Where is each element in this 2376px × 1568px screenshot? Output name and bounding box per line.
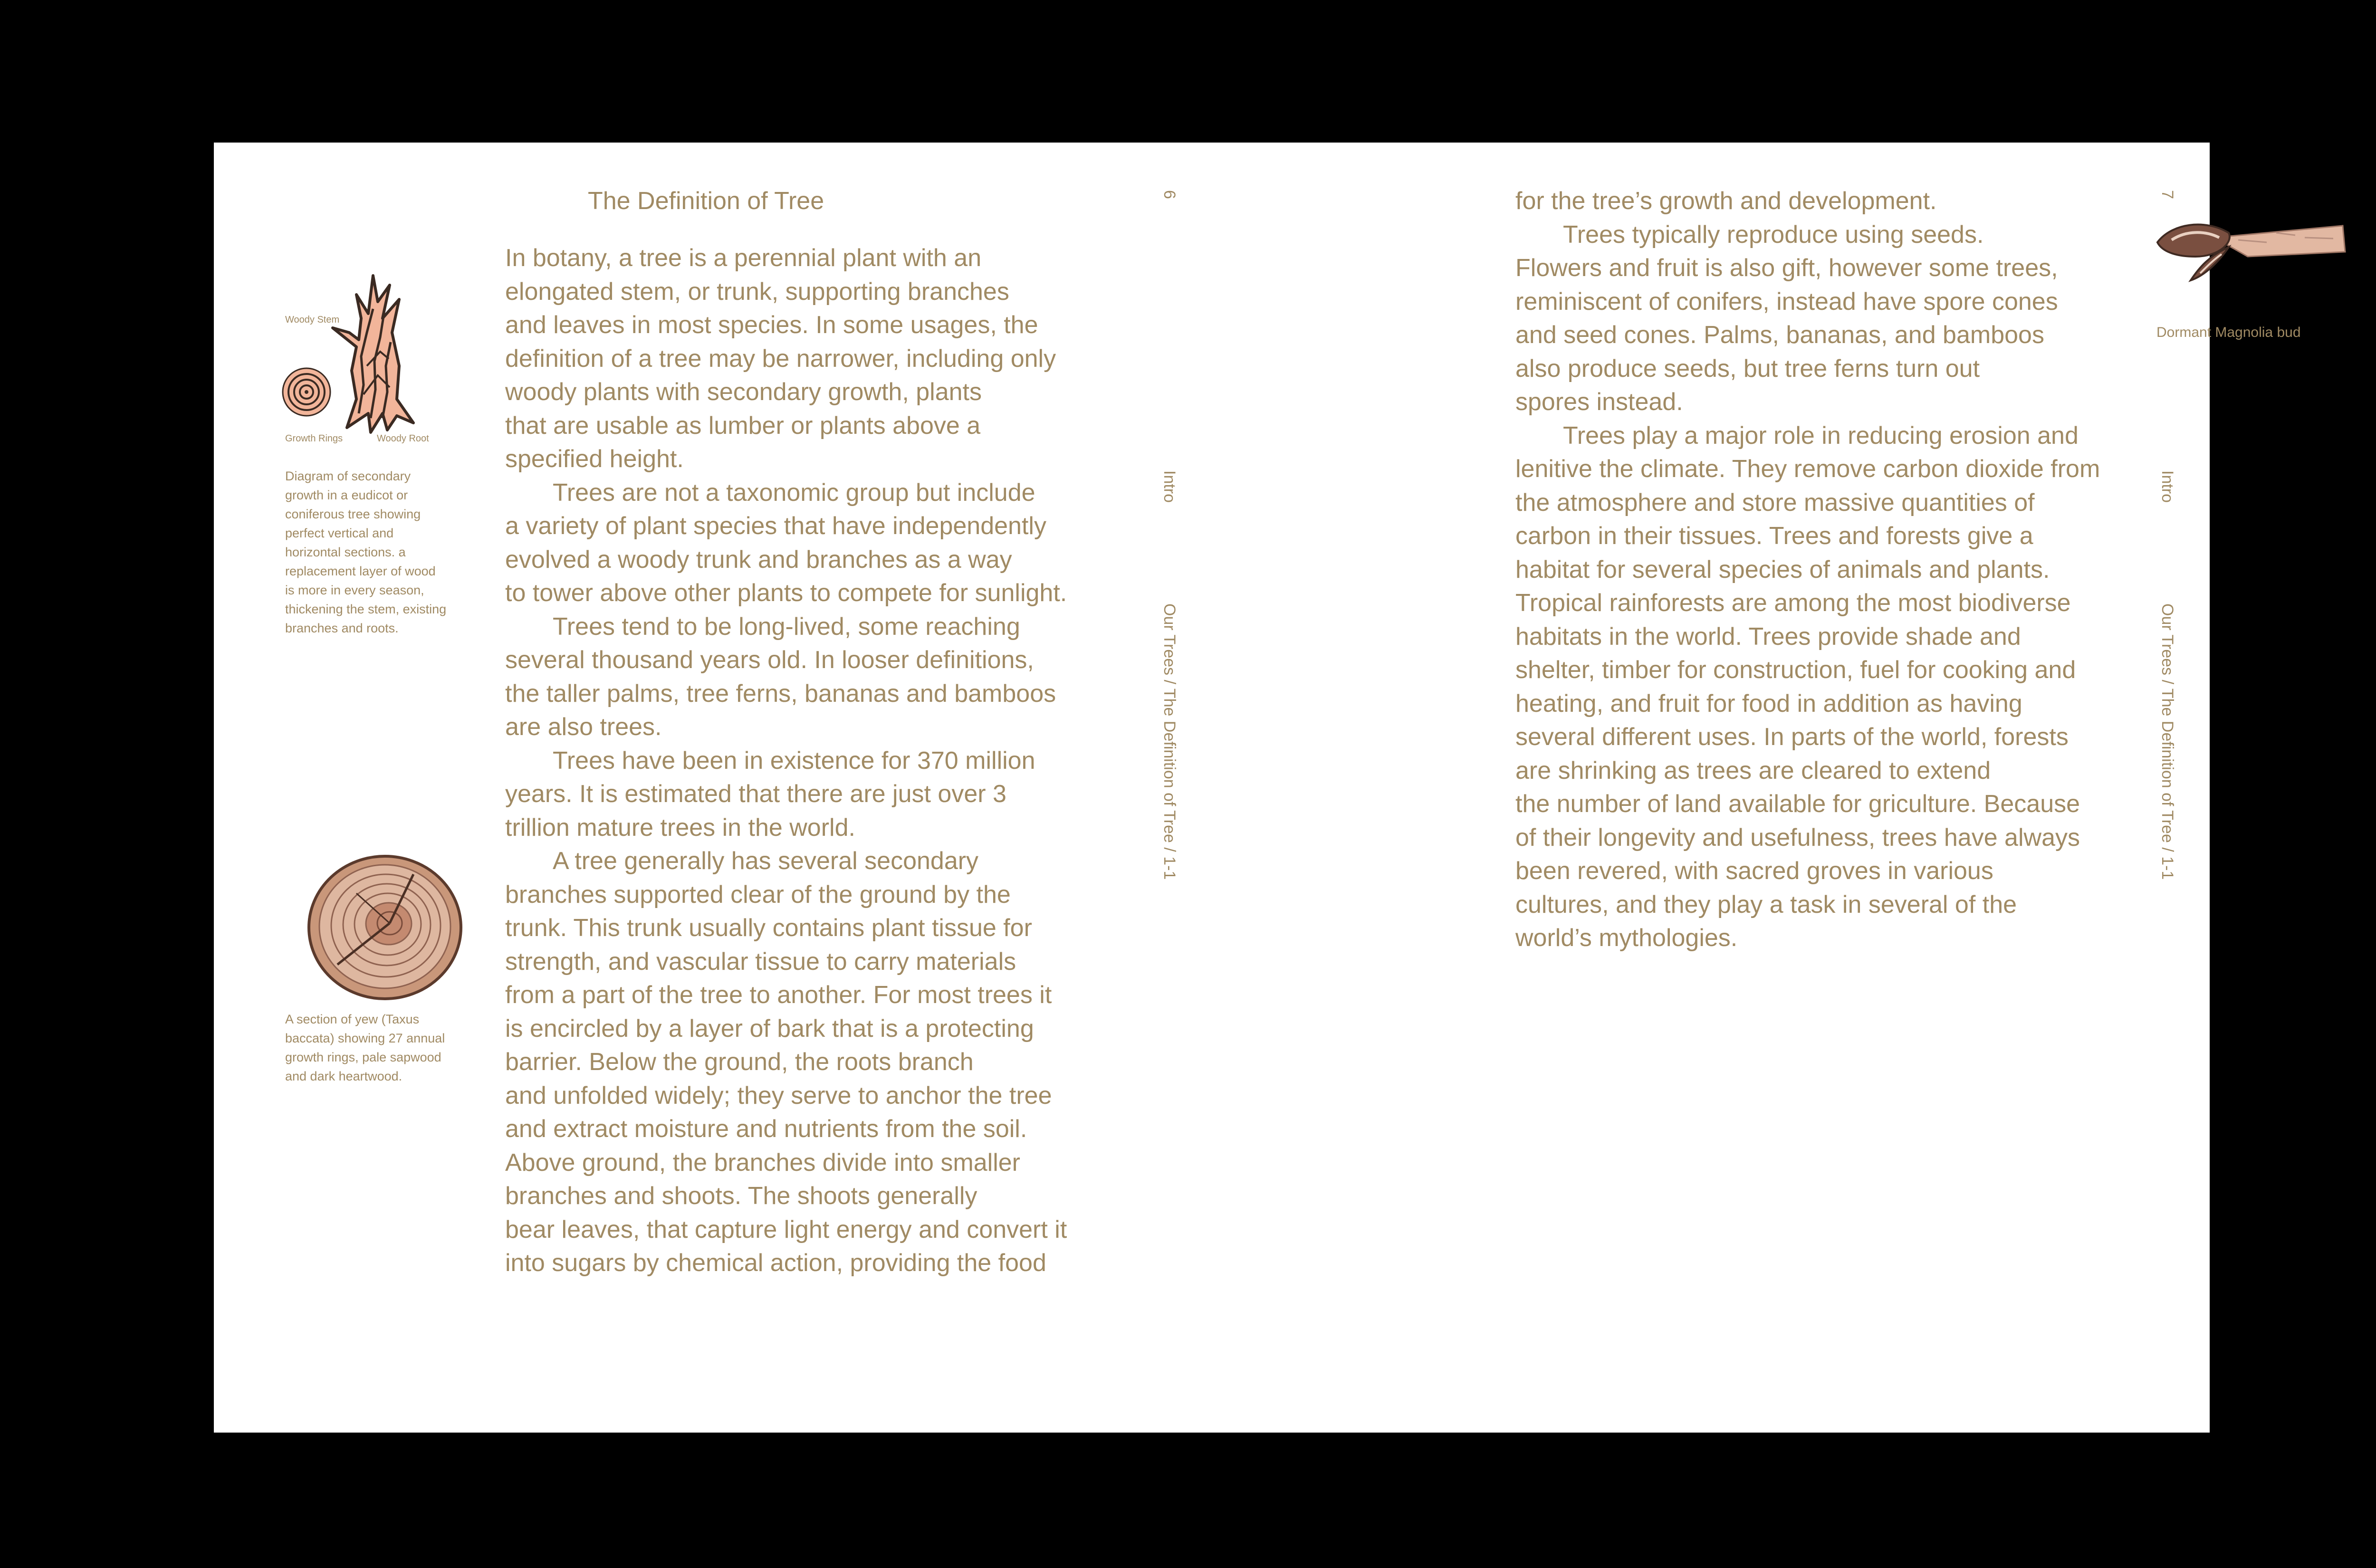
body-left-line: evolved a woody trunk and branches as a way [505, 545, 1012, 574]
body-right-line: lenitive the climate. They remove carbon dioxide from [1515, 455, 2100, 483]
caption-diagram [285, 467, 446, 638]
body-left-line: barrier. Below the ground, the roots branch [505, 1048, 974, 1076]
caption-diagram-line: is more in every season, [285, 583, 424, 597]
body-left-line: and extract moisture and nutrients from the soil. [505, 1115, 1027, 1143]
caption-diagram-line: perfect vertical and [285, 526, 394, 540]
body-left-line: and leaves in most species. In some usages, the [505, 311, 1038, 339]
body-right-line: the number of land available for griculture. Because [1515, 790, 2080, 818]
body-left-line: branches and shoots. The shoots generally [505, 1182, 977, 1210]
body-right-line: reminiscent of conifers, instead have spore cones [1515, 287, 2058, 316]
body-right-line: world’s mythologies. [1515, 924, 1738, 952]
body-right-line: are shrinking as trees are cleared to extend [1515, 756, 1991, 784]
magnolia-bud-illustration [2153, 204, 2352, 295]
body-right-line: several different uses. In parts of the world, forests [1515, 723, 2069, 751]
body-right-line: Trees typically reproduce using seeds. [1563, 220, 1984, 249]
body-left-line: Trees tend to be long-lived, some reaching [553, 612, 1020, 641]
body-left-line: years. It is estimated that there are just over 3 [505, 780, 1006, 808]
body-left-line: is encircled by a layer of bark that is a protecting [505, 1014, 1034, 1042]
running-path-right: Our Trees / The Definition of Tree / 1-1 [2158, 603, 2176, 880]
body-right-line: spores instead. [1515, 388, 1683, 416]
body-left-line: Trees have been in existence for 370 million [553, 746, 1035, 774]
caption-yew-line: baccata) showing 27 annual [285, 1031, 445, 1045]
body-right-line: cultures, and they play a task in several of the [1515, 890, 2017, 918]
body-left-line: and unfolded widely; they serve to anchor the tree [505, 1081, 1052, 1109]
body-right-line: Flowers and fruit is also gift, however some trees, [1515, 254, 2058, 282]
body-left-line: that are usable as lumber or plants above a [505, 411, 981, 440]
caption-diagram-line: thickening the stem, existing [285, 602, 447, 616]
body-left-line: from a part of the tree to another. For most trees it [505, 981, 1052, 1009]
body-right-line: of their longevity and usefulness, trees have always [1515, 823, 2080, 851]
right-page [1212, 143, 2301, 1433]
body-right-line: carbon in their tissues. Trees and forests give a [1515, 522, 2033, 550]
body-left-line: branches supported clear of the ground by the [505, 880, 1011, 908]
body-right-line: the atmosphere and store massive quantities of [1515, 488, 2035, 516]
yew-section-illustration [304, 846, 466, 1007]
body-right-line: for the tree’s growth and development. [1515, 187, 1937, 215]
caption-diagram-line: horizontal sections. a [285, 545, 406, 559]
book-spread [214, 143, 2301, 1433]
body-text-left [505, 241, 1132, 1280]
body-left-line: to tower above other plants to compete for sunlight. [505, 579, 1067, 607]
caption-yew [285, 1010, 445, 1086]
body-left-line: are also trees. [505, 713, 662, 741]
body-left-line: Trees are not a taxonomic group but include [553, 478, 1035, 507]
caption-yew-line: growth rings, pale sapwood [285, 1050, 441, 1064]
body-left-line: the taller palms, tree ferns, bananas and bamboos [505, 679, 1056, 708]
body-left-line: strength, and vascular tissue to carry materials [505, 947, 1016, 975]
caption-diagram-line: growth in a eudicot or [285, 488, 408, 502]
body-left-line: trunk. This trunk usually contains plant tissue for [505, 914, 1032, 942]
body-right-line: habitats in the world. Trees provide shade and [1515, 622, 2021, 650]
body-left-line: A tree generally has several secondary [553, 847, 979, 875]
caption-diagram-line: replacement layer of wood [285, 564, 436, 578]
label-growth-rings: Growth Rings [285, 433, 343, 444]
body-right-line: Tropical rainforests are among the most biodiverse [1515, 589, 2071, 617]
body-left-line: a variety of plant species that have independently [505, 512, 1046, 540]
body-left-line: woody plants with secondary growth, plants [505, 378, 982, 406]
caption-yew-line: and dark heartwood. [285, 1069, 402, 1083]
body-right-line: also produce seeds, but tree ferns turn out [1515, 354, 1980, 382]
running-head-left: Intro [1160, 470, 1178, 503]
body-right-line: heating, and fruit for food in addition as having [1515, 689, 2022, 717]
body-right-line: been revered, with sacred groves in various [1515, 857, 1993, 885]
page-number-left: 6 [1160, 190, 1178, 199]
caption-diagram-line: branches and roots. [285, 621, 399, 635]
body-right-line: and seed cones. Palms, bananas, and bamboos [1515, 321, 2044, 349]
body-left-line: into sugars by chemical action, providing the food [505, 1249, 1046, 1277]
body-right-line: Trees play a major role in reducing erosion and [1563, 421, 2079, 449]
caption-diagram-line: coniferous tree showing [285, 507, 421, 521]
body-left-line: several thousand years old. In looser definitions, [505, 646, 1034, 674]
body-left-line: specified height. [505, 445, 684, 473]
label-woody-root: Woody Root [377, 433, 429, 444]
caption-diagram-line: Diagram of secondary [285, 469, 411, 483]
body-left-line: trillion mature trees in the world. [505, 813, 855, 841]
body-text-right [1515, 184, 2143, 955]
label-woody-stem: Woody Stem [285, 315, 340, 325]
body-left-line: definition of a tree may be narrower, including only [505, 344, 1056, 373]
secondary-growth-diagram [280, 257, 451, 437]
page-title: The Definition of Tree [588, 187, 824, 215]
body-right-line: shelter, timber for construction, fuel for cooking and [1515, 656, 2076, 684]
body-left-line: In botany, a tree is a perennial plant with an [505, 244, 982, 272]
left-page [214, 143, 1212, 1433]
caption-magnolia-bud: Dormant Magnolia bud [2156, 325, 2301, 340]
caption-yew-line: A section of yew (Taxus [285, 1012, 420, 1026]
body-left-line: elongated stem, or trunk, supporting branches [505, 277, 1009, 306]
body-right-line: habitat for several species of animals and plants. [1515, 555, 2050, 583]
running-head-right: Intro [2158, 470, 2176, 503]
body-left-line: Above ground, the branches divide into smaller [505, 1148, 1020, 1176]
running-path-left: Our Trees / The Definition of Tree / 1-1 [1160, 603, 1178, 880]
body-left-line: bear leaves, that capture light energy and convert it [505, 1215, 1067, 1243]
page-number-right: 7 [2158, 190, 2176, 199]
